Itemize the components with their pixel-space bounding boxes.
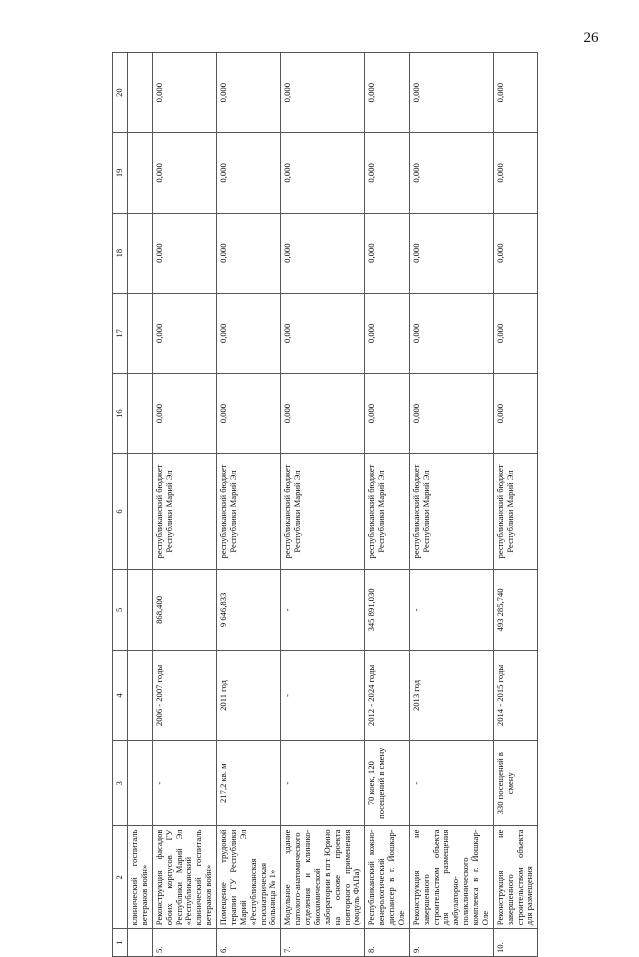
funding-source: республиканский бюджет Республики Марий Эл xyxy=(409,454,493,570)
estimated-cost: 493 285,740 xyxy=(493,569,538,650)
row-number: 5. xyxy=(152,929,216,957)
table-row xyxy=(128,53,153,957)
value-17 xyxy=(128,293,153,373)
value-16: 0,000 xyxy=(365,374,410,454)
value-16: 0,000 xyxy=(281,374,365,454)
value-19: 0,000 xyxy=(152,133,216,213)
row-number: 8. xyxy=(365,929,410,957)
value-19: 0,000 xyxy=(409,133,493,213)
value-16 xyxy=(128,374,153,454)
value-18: 0,000 xyxy=(152,213,216,293)
value-20: 0,000 xyxy=(217,53,281,133)
header-row xyxy=(113,53,128,957)
period: 2013 год xyxy=(409,651,493,741)
estimated-cost: 868,400 xyxy=(152,569,216,650)
value-17: 0,000 xyxy=(365,293,410,373)
value-16: 0,000 xyxy=(217,374,281,454)
period: 2006 - 2007 годы xyxy=(152,651,216,741)
period: - xyxy=(281,651,365,741)
table-row xyxy=(217,53,281,957)
row-number: 9. xyxy=(409,929,493,957)
row-number xyxy=(128,929,153,957)
period: 2012 - 2024 годы xyxy=(365,651,410,741)
investment-table xyxy=(112,52,538,957)
col-header-3: 3 xyxy=(113,740,128,826)
capacity: - xyxy=(281,740,365,826)
value-18: 0,000 xyxy=(365,213,410,293)
funding-source: республиканский бюджет Республики Марий Эл xyxy=(493,454,538,570)
value-20: 0,000 xyxy=(281,53,365,133)
col-header-6: 6 xyxy=(113,454,128,570)
row-number: 10. xyxy=(493,929,538,957)
table-body xyxy=(128,53,538,957)
object-name: Реконструкция фасадов обоих корпусов ГУ Республики Марий Эл «Республиканский клинический госпиталь ветеранов войн» xyxy=(152,826,216,929)
value-16: 0,000 xyxy=(493,374,538,454)
estimated-cost: 345 891,030 xyxy=(365,569,410,650)
value-17: 0,000 xyxy=(281,293,365,373)
funding-source: республиканский бюджет Республики Марий Эл xyxy=(217,454,281,570)
col-header-17: 17 xyxy=(113,293,128,373)
value-16: 0,000 xyxy=(152,374,216,454)
value-20: 0,000 xyxy=(152,53,216,133)
value-18: 0,000 xyxy=(493,213,538,293)
object-name: Реконструкция не завершенного строительством объекта для размещения амбулаторно-поликлинического комплекса в г. Йошкар-Оле xyxy=(409,826,493,929)
col-header-16: 16 xyxy=(113,374,128,454)
table-row xyxy=(493,53,538,957)
period: 2014 - 2015 годы xyxy=(493,651,538,741)
funding-source: республиканский бюджет Республики Марий Эл xyxy=(152,454,216,570)
value-20: 0,000 xyxy=(493,53,538,133)
value-17: 0,000 xyxy=(152,293,216,373)
value-17: 0,000 xyxy=(217,293,281,373)
funding-source: республиканский бюджет Республики Марий Эл xyxy=(281,454,365,570)
object-name: Реконструкция не завершенного строительством объекта для размещения xyxy=(493,826,538,929)
object-name: Помещение трудовой терапии ГУ Республики Марий Эл «Республиканская психиатрическая больница № 1» xyxy=(217,826,281,929)
capacity: 330 посещений в смену xyxy=(493,740,538,826)
col-header-1: 1 xyxy=(113,929,128,957)
value-19: 0,000 xyxy=(365,133,410,213)
row-number: 6. xyxy=(217,929,281,957)
col-header-2: 2 xyxy=(113,826,128,929)
object-name: Модульное здание патолого-анатомического отделения и клинико-биохимической лаборатории в пгт Юрино на основе проекта повторного применения (модуль ФАПа) xyxy=(281,826,365,929)
estimated-cost: 9 646,833 xyxy=(217,569,281,650)
col-header-19: 19 xyxy=(113,133,128,213)
col-header-4: 4 xyxy=(113,651,128,741)
col-header-20: 20 xyxy=(113,53,128,133)
funding-source xyxy=(128,454,153,570)
value-18: 0,000 xyxy=(217,213,281,293)
row-number: 7. xyxy=(281,929,365,957)
capacity: 70 коек, 120 посещений в смену xyxy=(365,740,410,826)
value-20: 0,000 xyxy=(409,53,493,133)
estimated-cost xyxy=(128,569,153,650)
table-row xyxy=(409,53,493,957)
value-17: 0,000 xyxy=(493,293,538,373)
object-name: Республиканский кожно-венерологический диспансер в г. Йошкар-Оле xyxy=(365,826,410,929)
value-19: 0,000 xyxy=(493,133,538,213)
estimated-cost: - xyxy=(281,569,365,650)
estimated-cost: - xyxy=(409,569,493,650)
value-18: 0,000 xyxy=(281,213,365,293)
funding-source: республиканский бюджет Республики Марий Эл xyxy=(365,454,410,570)
value-20: 0,000 xyxy=(365,53,410,133)
value-19: 0,000 xyxy=(281,133,365,213)
value-18 xyxy=(128,213,153,293)
value-20 xyxy=(128,53,153,133)
capacity: 217,2 кв. м xyxy=(217,740,281,826)
table-header xyxy=(113,53,128,957)
page-number: 26 xyxy=(583,30,599,46)
value-18: 0,000 xyxy=(409,213,493,293)
capacity: - xyxy=(152,740,216,826)
table-row xyxy=(365,53,410,957)
object-name: клинический госпиталь ветеранов войн» xyxy=(128,826,153,929)
table-row xyxy=(281,53,365,957)
value-19 xyxy=(128,133,153,213)
rotated-table-frame xyxy=(112,52,639,957)
value-16: 0,000 xyxy=(409,374,493,454)
value-17: 0,000 xyxy=(409,293,493,373)
table-row xyxy=(152,53,216,957)
capacity: - xyxy=(409,740,493,826)
col-header-18: 18 xyxy=(113,213,128,293)
value-19: 0,000 xyxy=(217,133,281,213)
period: 2011 год xyxy=(217,651,281,741)
period xyxy=(128,651,153,741)
col-header-5: 5 xyxy=(113,569,128,650)
capacity xyxy=(128,740,153,826)
